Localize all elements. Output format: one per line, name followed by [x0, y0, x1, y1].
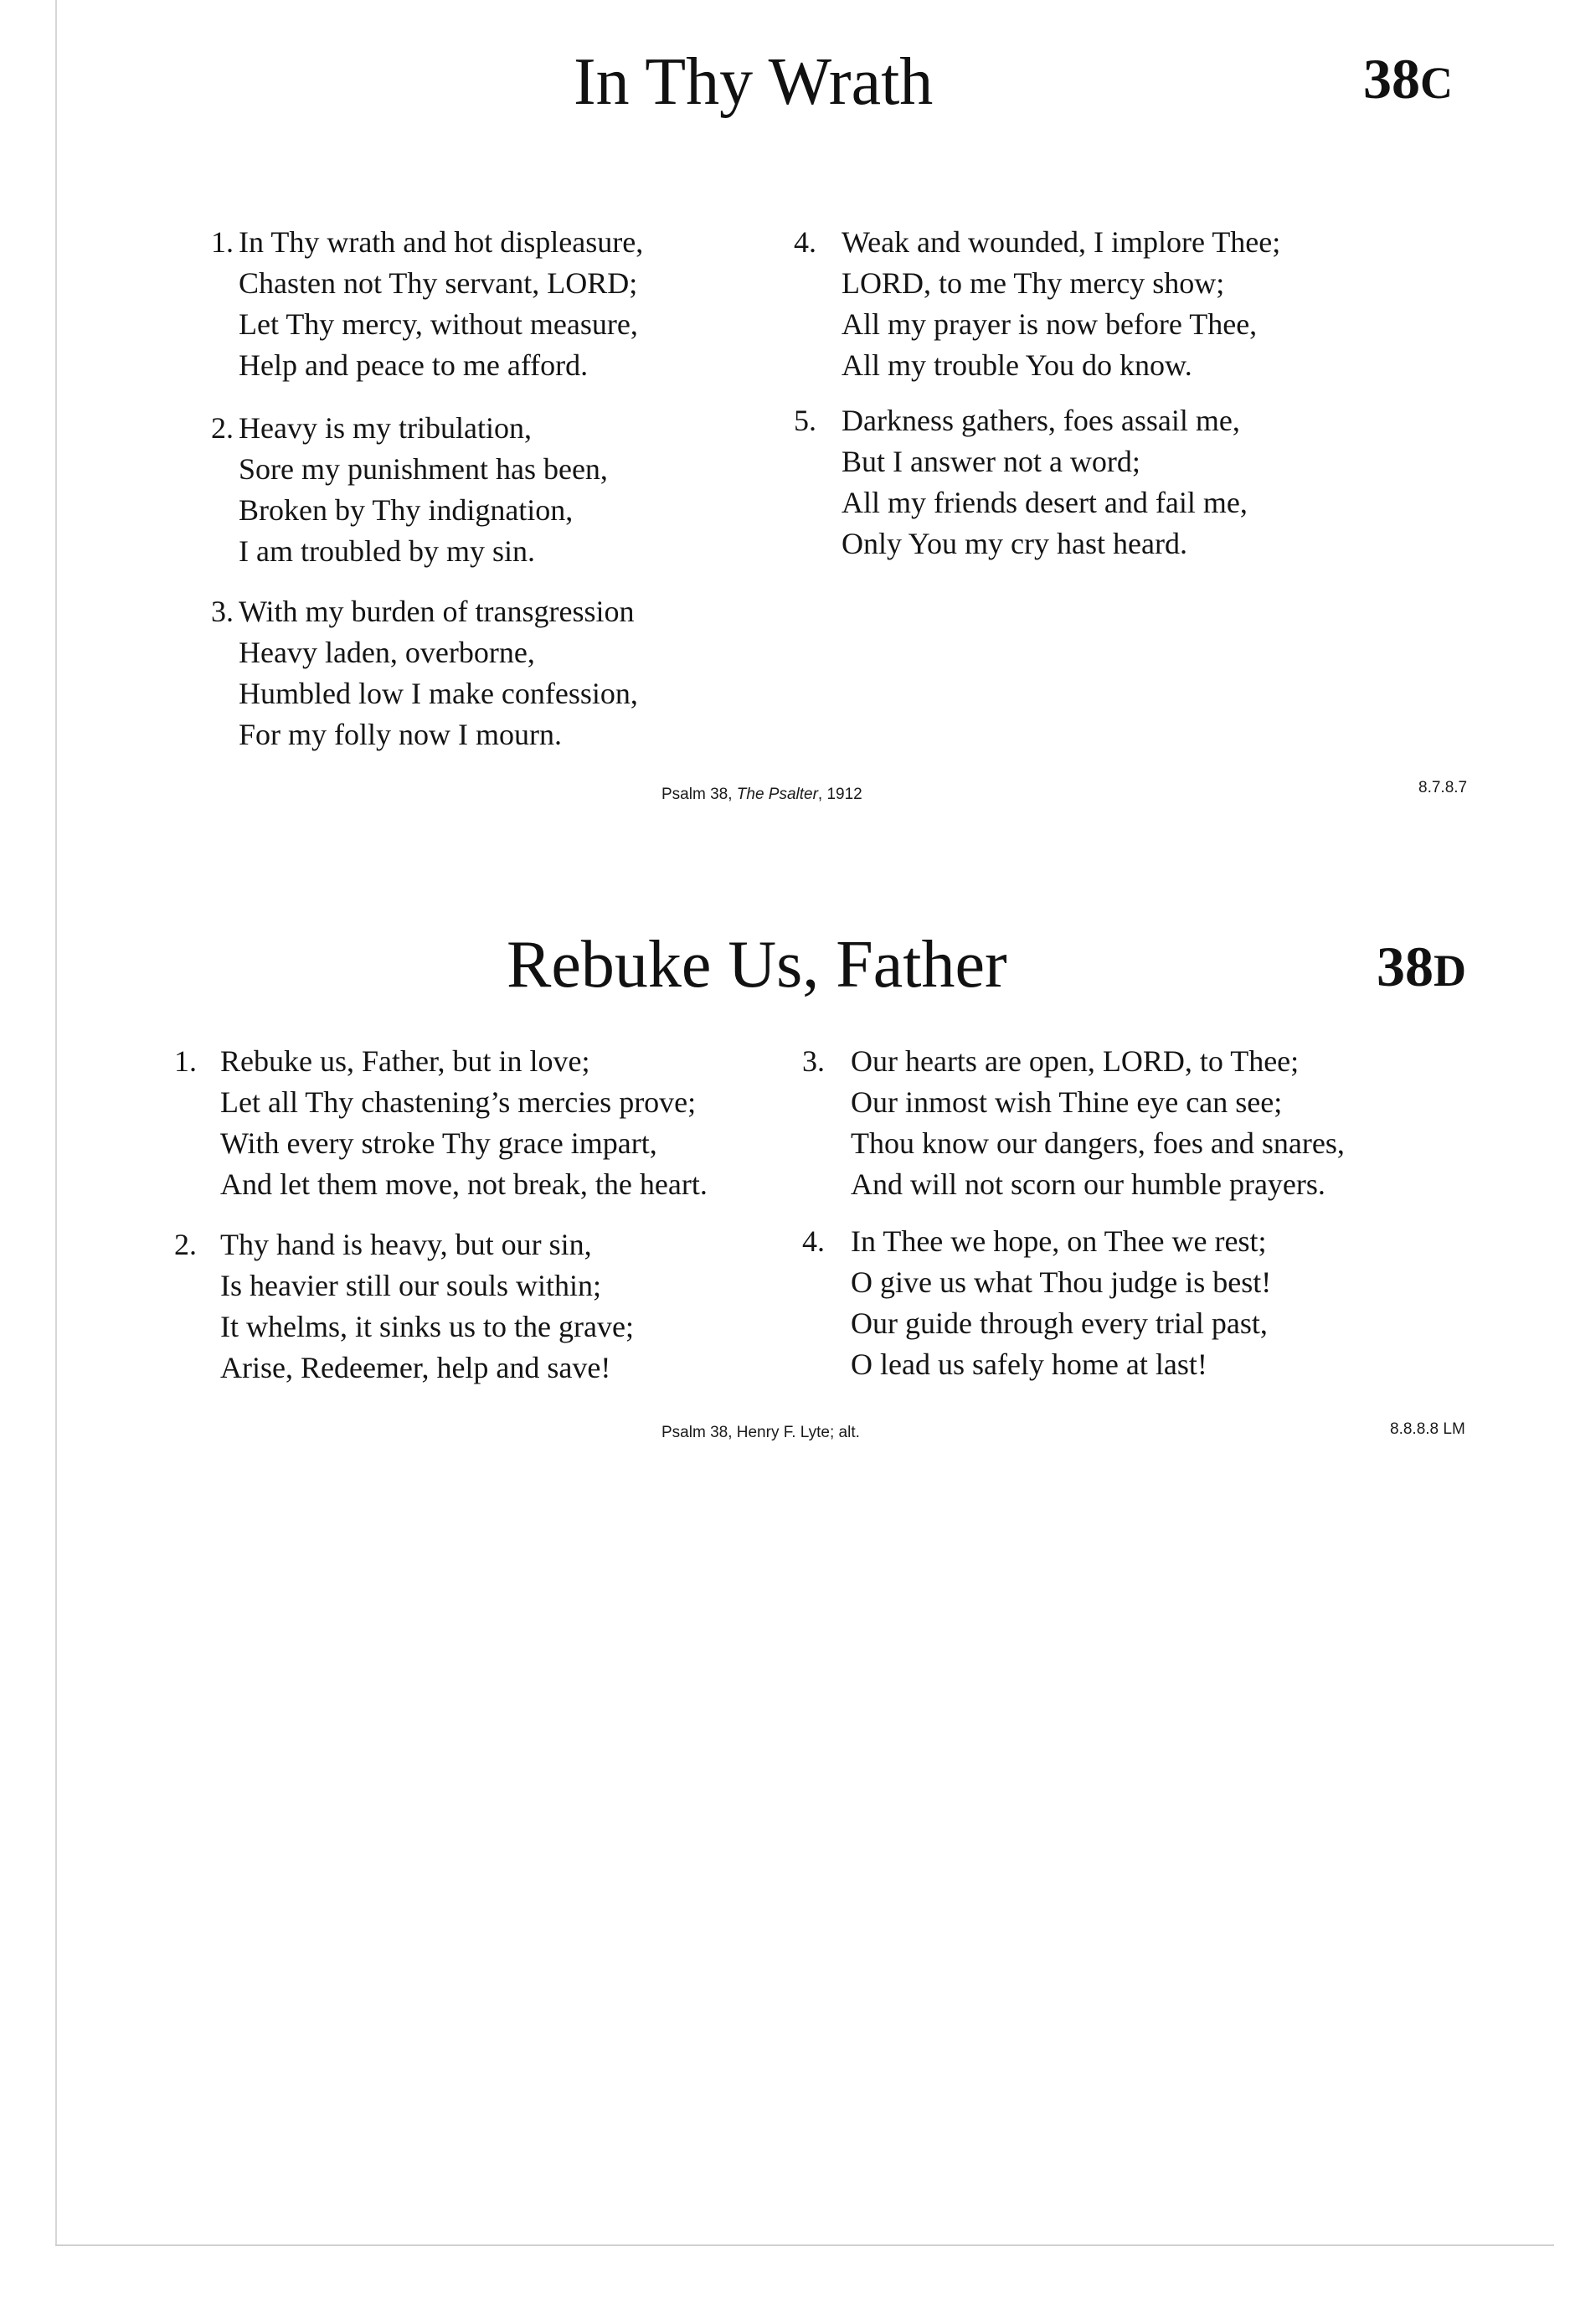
stanza-number: 4. [794, 225, 816, 259]
hymn-number-38d [1377, 935, 1466, 998]
stanza-line: Our hearts are open, LORD, to Thee; [851, 1044, 1300, 1078]
stanza-line: Thou know our dangers, foes and snares, [851, 1126, 1345, 1160]
stanza-line: With every stroke Thy grace impart, [220, 1126, 657, 1160]
credit-source: The Psalter [736, 786, 818, 803]
stanza-line: All my trouble You do know. [842, 348, 1192, 382]
hymn-meter-38c: 8.7.8.7 [1418, 779, 1468, 796]
stanza-line: Arise, Redeemer, help and save! [220, 1351, 611, 1384]
stanza-line: Broken by Thy indignation, [239, 493, 574, 527]
stanza-line: Let all Thy chastening’s mercies prove; [220, 1085, 697, 1119]
stanza-line: O lead us safely home at last! [851, 1348, 1207, 1381]
stanza-line: Darkness gathers, foes assail me, [842, 404, 1240, 437]
page-edge-left [55, 0, 57, 2244]
hymn-title-38c: In Thy Wrath [574, 45, 934, 119]
stanza-line: In Thee we hope, on Thee we rest; [851, 1224, 1267, 1258]
stanza-line: But I answer not a word; [842, 445, 1140, 478]
stanza-line: With my burden of transgression [239, 595, 635, 628]
stanza-line: Weak and wounded, I implore Thee; [842, 225, 1281, 259]
stanza-line: Let Thy mercy, without measure, [239, 307, 638, 341]
hymn-credit-38d: Psalm 38, Henry F. Lyte; alt. [661, 1424, 860, 1441]
hymn-credit-38c [661, 786, 862, 804]
stanza-line: Our guide through every trial past, [851, 1306, 1268, 1340]
stanza-number: 1. [211, 225, 234, 259]
stanza-number: 3. [802, 1044, 825, 1078]
stanza-line: And let them move, not break, the heart. [220, 1167, 708, 1201]
stanza-line: Is heavier still our souls within; [220, 1269, 601, 1302]
page-edge-bottom [55, 2244, 1554, 2246]
stanza-line: LORD, to me Thy mercy show; [842, 266, 1225, 300]
stanza-line: Only You my cry hast heard. [842, 527, 1187, 560]
stanza-line: Our inmost wish Thine eye can see; [851, 1085, 1283, 1119]
stanza-line: Sore my punishment has been, [239, 452, 608, 486]
hymn-number-38d-suffix: D [1434, 946, 1466, 996]
stanza-number: 2. [174, 1228, 197, 1261]
stanza-line: All my prayer is now before Thee, [842, 307, 1258, 341]
stanza-line: Help and peace to me afford. [239, 348, 589, 382]
credit-prefix: Psalm 38, [661, 786, 737, 803]
credit-year: , 1912 [817, 786, 862, 803]
stanza-line: Heavy is my tribulation, [239, 411, 532, 445]
stanza-line: Heavy laden, overborne, [239, 636, 535, 669]
stanza-number: 5. [794, 404, 816, 437]
stanza-line: And will not scorn our humble prayers. [851, 1167, 1325, 1201]
hymn-number-38d-main: 38 [1377, 935, 1434, 998]
stanza-line: Rebuke us, Father, but in love; [220, 1044, 590, 1078]
hymn-number-38c-main: 38 [1363, 47, 1420, 111]
hymn-title-38d: Rebuke Us, Father [507, 928, 1007, 1002]
hymn-number-38c [1363, 47, 1453, 111]
stanza-number: 1. [174, 1044, 197, 1078]
stanza-line: For my folly now I mourn. [239, 718, 562, 751]
stanza-line: In Thy wrath and hot displeasure, [239, 225, 644, 259]
stanza-line: Chasten not Thy servant, LORD; [239, 266, 638, 300]
hymn-number-38c-suffix: C [1420, 58, 1453, 108]
stanza-number: 4. [802, 1224, 825, 1258]
hymn-meter-38d: 8.8.8.8 LM [1390, 1420, 1465, 1438]
stanza-number: 2. [211, 411, 234, 445]
stanza-line: O give us what Thou judge is best! [851, 1265, 1272, 1299]
stanza-line: Thy hand is heavy, but our sin, [220, 1228, 592, 1261]
stanza-line: I am troubled by my sin. [239, 534, 535, 568]
stanza-line: It whelms, it sinks us to the grave; [220, 1310, 634, 1343]
stanza-line: Humbled low I make confession, [239, 677, 638, 710]
stanza-line: All my friends desert and fail me, [842, 486, 1248, 519]
stanza-number: 3. [211, 595, 234, 628]
